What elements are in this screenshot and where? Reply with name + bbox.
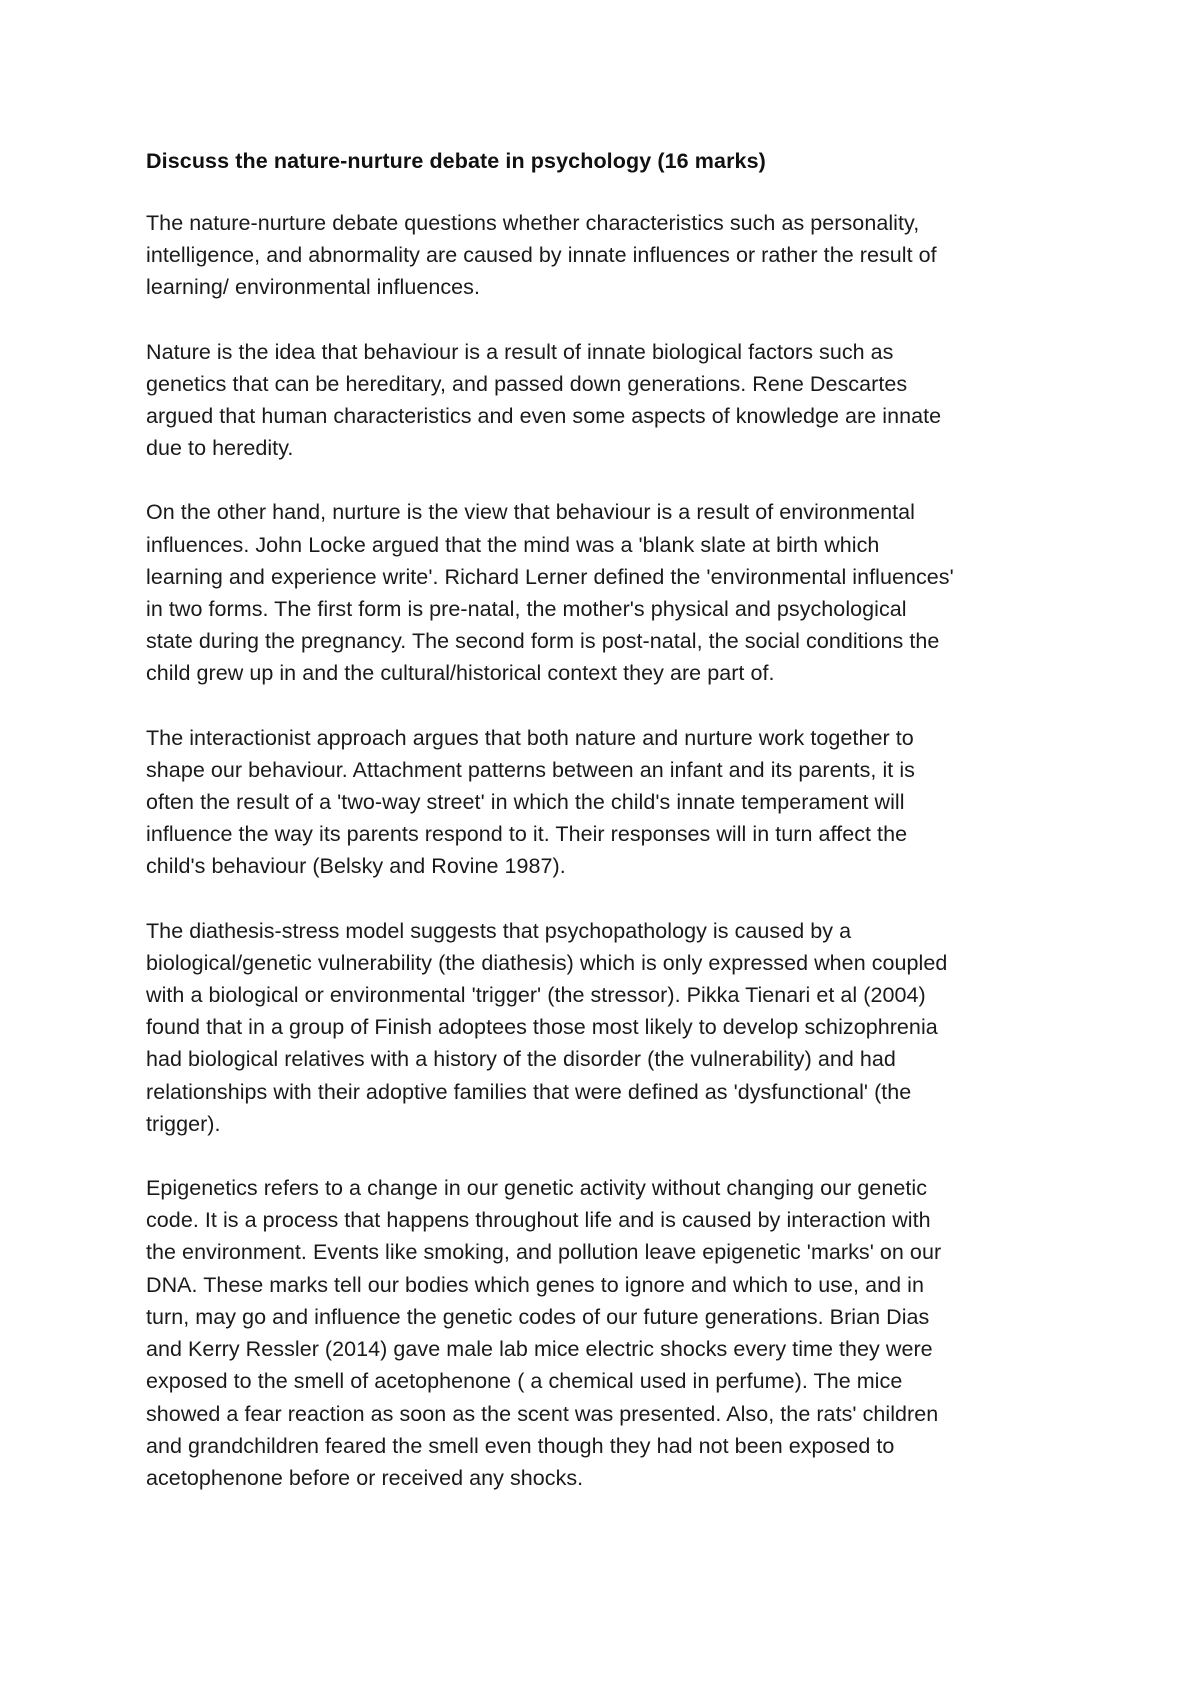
paragraph-intro: The nature-nurture debate questions whether characteristics such as personality, intelligence, and abnormality are caused by innate influences or rather the result of learning/ environmental influences. [146, 211, 937, 300]
paragraph-diathesis-stress: The diathesis-stress model suggests that psychopathology is caused by a biological/genetic vulnerability (the diathesis) which is only expressed when coupled with a biological or environmental 'trigger' (the stressor). Pikka Tienari et al (2004) found that in a group of Finish adoptees those most likely to develop schizophrenia had biological relatives with a history of the disorder (the vulnerability) and had relationships with their adoptive families that were defined as 'dysfunctional' (the trigger). [146, 918, 948, 1136]
paragraph-interactionist: The interactionist approach argues that both nature and nurture work together to shape our behaviour. Attachment patterns between an infant and its parents, it is often the result of a 'two-way street' in which the child's innate temperament will influence the way its parents respond to it. Their responses will in turn affect the child's behaviour (Belsky and Rovine 1987). [146, 725, 915, 879]
document-title: Discuss the nature-nurture debate in psychology (16 marks) [146, 149, 766, 173]
paragraph-nurture: On the other hand, nurture is the view that behaviour is a result of environmental influences. John Locke argued that the mind was a 'blank slate at birth which learning and experience write'. Richard Lerner defined the 'environmental influences' in two forms. The first form is pre-natal, the mother's physical and psychological state during the pregnancy. The second form is post-natal, the social conditions the child grew up in and the cultural/historical context they are part of. [146, 500, 954, 686]
paragraph-nature: Nature is the idea that behaviour is a result of innate biological factors such as genetics that can be hereditary, and passed down generations. Rene Descartes argued that human characteristics and even some aspects of knowledge are innate due to heredity. [146, 339, 942, 461]
paragraph-epigenetics: Epigenetics refers to a change in our genetic activity without changing our genetic code. It is a process that happens throughout life and is caused by interaction with the environment. Events like smoking, and pollution leave epigenetic 'marks' on our DNA. These marks tell our bodies which genes to ignore and which to use, and in turn, may go and influence the genetic codes of our future generations. Brian Dias and Kerry Ressler (2014) gave male lab mice electric shocks every time they were exposed to the smell of acetophenone ( a chemical used in perfume). The mice showed a fear reaction as soon as the scent was presented. Also, the rats' children and grandchildren feared the smell even though they had not been exposed to acetophenone before or received any shocks. [146, 1176, 942, 1490]
